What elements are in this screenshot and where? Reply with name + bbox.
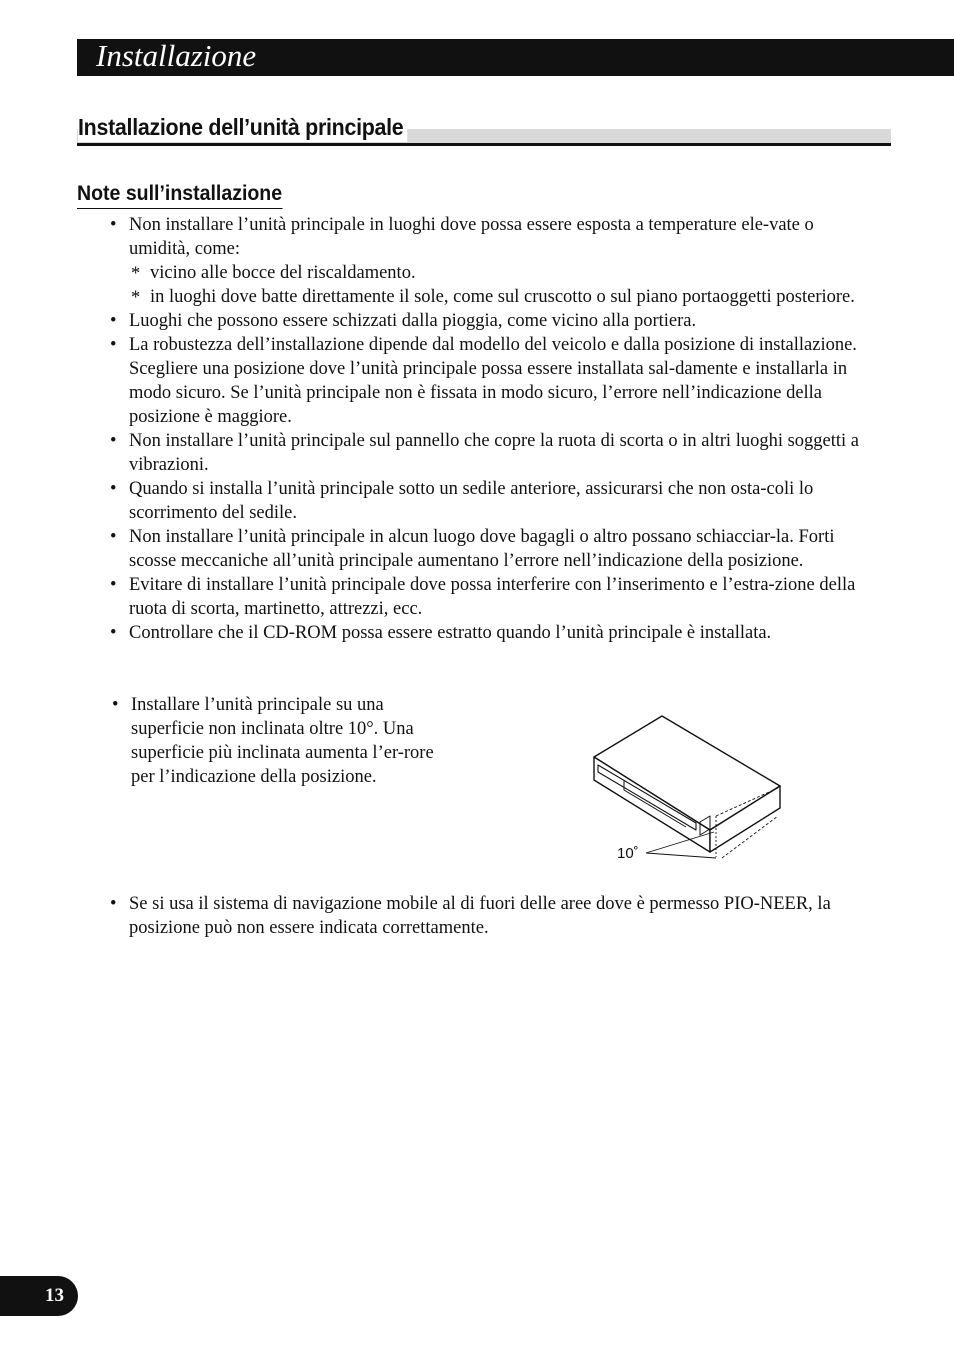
bullet: • <box>110 575 117 595</box>
note-text: Luoghi che possono essere schizzati dalla pioggia, come vicino alla portiera. <box>129 311 697 331</box>
angle-leader-lower <box>646 853 716 858</box>
note-text: Non installare l’unità principale in luoghi dove possa essere esposta a temperature ele-vate o umidità, come: <box>129 215 814 259</box>
unit-tilt-diagram <box>588 712 788 867</box>
list-item <box>110 573 864 621</box>
section-heading-rule <box>77 143 891 146</box>
note-text: Evitare di installare l’unità principale dove possa interferire con l’inserimento e l’estra-zione della ruota di scorta, martinetto, attrezzi, ecc. <box>129 575 856 619</box>
sub-list-item <box>129 261 864 285</box>
list-item <box>110 309 864 333</box>
note-text: Controllare che il CD-ROM possa essere estratto quando l’unità principale è installata. <box>129 623 772 643</box>
list-item <box>110 213 864 309</box>
note-text: Non installare l’unità principale sul pannello che copre la ruota di scorta o in altri luoghi soggetti a vibrazioni. <box>129 431 860 475</box>
bullet: • <box>110 431 117 451</box>
bullet: • <box>110 623 117 643</box>
bullet: • <box>110 335 117 355</box>
list-item <box>110 892 864 940</box>
sub-note-text: in luoghi dove batte direttamente il sole, come sul cruscotto o sul piano portaoggetti posteriore. <box>150 287 855 307</box>
list-item <box>110 333 864 429</box>
sub-note-text: vicino alle bocce del riscaldamento. <box>150 263 416 283</box>
chapter-banner <box>77 39 954 76</box>
sub-list-item <box>129 285 864 309</box>
note-text: Non installare l’unità principale in alcun luogo dove bagagli o altro possano schiacciar-la. Forti scosse meccaniche all’unità principale aumentano l’errore nell’indicazione della posizione. <box>129 527 835 571</box>
list-item <box>110 621 864 645</box>
angle-label: 10˚ <box>617 845 639 862</box>
bullet: • <box>110 479 117 499</box>
note-text: Quando si installa l’unità principale sotto un sedile anteriore, assicurarsi che non osta-coli lo scorrimento del sedile. <box>129 479 814 523</box>
section-title: Installazione dell’unità principale <box>78 112 407 142</box>
bullet: • <box>110 894 117 914</box>
bullet: • <box>110 311 117 331</box>
subsection-title: Note sull’installazione <box>77 180 282 209</box>
page-number-tab <box>0 1276 78 1316</box>
section-heading <box>77 110 891 147</box>
asterisk-marker: * <box>131 288 141 308</box>
note-text: La robustezza dell’installazione dipende dal modello del veicolo e dalla posizione di installazione. Scegliere una posizione dove l’unità principale possa essere installata sal-damente e installarla in modo sicuro. Se l’unità principale non è fissata in modo sicuro, l’errore nell’indicazione della posizione è maggiore. <box>129 335 857 427</box>
note-text: Se si usa il sistema di navigazione mobile al di fuori delle aree dove è permesso PIO-NEER, la posizione può non essere indicata correttamente. <box>129 894 831 938</box>
list-item-tilt-note <box>112 693 461 789</box>
page-number: 13 <box>45 1285 64 1306</box>
notes-list <box>110 213 864 645</box>
note-text: Installare l’unità principale su una superficie non inclinata oltre 10°. Una superficie più inclinata aumenta l’er-rore per l’indicazione della posizione. <box>131 695 434 787</box>
chapter-title: Installazione <box>96 38 257 73</box>
list-item <box>110 477 864 525</box>
subsection-heading <box>77 180 298 209</box>
bullet: • <box>110 215 117 235</box>
bullet: • <box>110 527 117 547</box>
list-item <box>110 525 864 573</box>
bullet: • <box>112 695 119 715</box>
asterisk-marker: * <box>131 264 141 284</box>
list-item <box>110 429 864 477</box>
